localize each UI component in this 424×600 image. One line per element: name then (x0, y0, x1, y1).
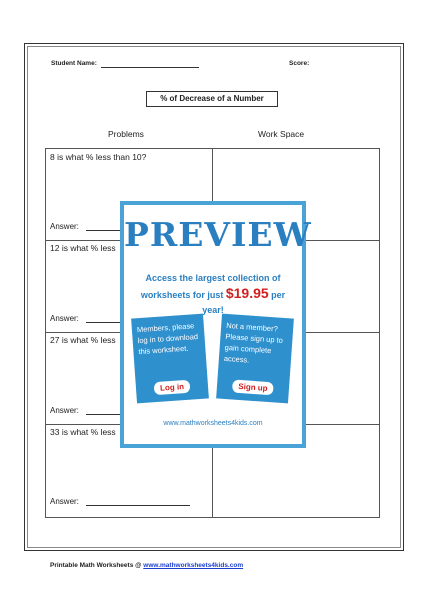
student-name-line (101, 67, 199, 68)
preview-subtitle (130, 271, 296, 318)
members-text: Members, please log in to download this worksheet. (136, 321, 199, 357)
problems-column-header: Problems (108, 129, 144, 139)
nonmember-text: Not a member? Please sign up to gain complete access. (223, 320, 284, 365)
answer-label: Answer: (50, 497, 79, 506)
problem-question: 12 is what % less (50, 243, 116, 253)
problem-question: 8 is what % less than 10? (50, 152, 147, 162)
workspace-column-header: Work Space (258, 129, 305, 139)
login-button[interactable]: Log in (154, 380, 191, 395)
preview-line2-prefix: worksheets for just (140, 290, 226, 300)
score-label: Score: (289, 60, 310, 67)
footer (50, 562, 243, 569)
preview-url[interactable]: www.mathworksheets4kids.com (163, 420, 263, 427)
preview-line2-suffix: per year! (202, 290, 286, 315)
student-name-label: Student Name: (51, 60, 97, 67)
problem-question: 33 is what % less (50, 427, 116, 437)
answer-line[interactable] (86, 505, 190, 506)
answer-label: Answer: (50, 314, 79, 323)
signup-button[interactable]: Sign up (232, 380, 274, 396)
worksheet-title: % of Decrease of a Number (146, 91, 278, 107)
preview-line1: Access the largest collection of (145, 273, 281, 283)
preview-line2 (130, 286, 296, 318)
preview-overlay (120, 201, 312, 448)
footer-prefix: Printable Math Worksheets @ (50, 562, 144, 569)
problem-question: 27 is what % less (50, 335, 116, 345)
answer-label: Answer: (50, 222, 79, 231)
preview-title: PREVIEW (124, 215, 312, 254)
nonmember-card (216, 314, 294, 404)
footer-link[interactable]: www.mathworksheets4kids.com (143, 562, 244, 569)
members-card (131, 314, 209, 404)
answer-label: Answer: (50, 406, 79, 415)
preview-price: $19.95 (225, 285, 269, 301)
